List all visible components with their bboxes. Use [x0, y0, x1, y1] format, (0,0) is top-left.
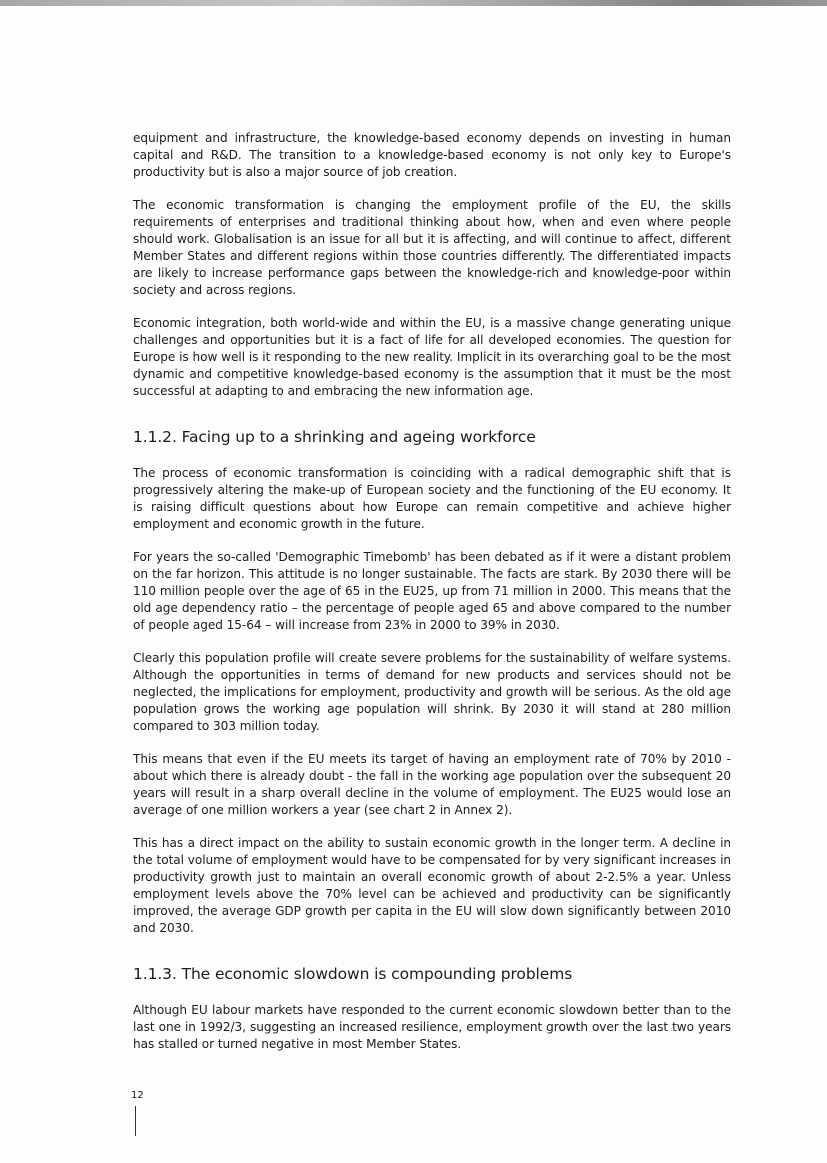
margin-rule [135, 1106, 136, 1136]
section-heading-1-1-3: 1.1.3. The economic slowdown is compounding problems [133, 965, 573, 983]
paragraph: The process of economic transformation is coinciding with a radical demographic shift that is progressively altering the make-up of European society and the functioning of the EU economy. It is raising difficult questions about how Europe can remain competitive and achieve higher employment and economic growth in the future. [133, 466, 731, 531]
section-heading-1-1-2: 1.1.2. Facing up to a shrinking and ageing workforce [133, 428, 536, 446]
paragraph: equipment and infrastructure, the knowledge-based economy depends on investing in human capital and R&D. The transition to a knowledge-based economy is not only key to Europe's productivity but is also a major source of job creation. [133, 131, 731, 179]
paragraph: Economic integration, both world-wide and within the EU, is a massive change generating unique challenges and opportunities but it is a fact of life for all developed economies. The question for Europe is how well is it responding to the new reality. Implicit in its overarching goal to be the most dynamic and competitive knowledge-based economy is the assumption that it must be the most successful at adapting to and embracing the new information age. [133, 316, 731, 398]
paragraph: Clearly this population profile will create severe problems for the sustainability of welfare systems. Although the opportunities in terms of demand for new products and services should not be neglected, the implications for employment, productivity and growth will be serious. As the old age population grows the working age population will shrink. By 2030 it will stand at 280 million compared to 303 million today. [133, 651, 731, 733]
paragraph: This has a direct impact on the ability to sustain economic growth in the longer term. A decline in the total volume of employment would have to be compensated for by very significant increases in productivity growth just to maintain an overall economic growth of about 2-2.5% a year. Unless employment levels above the 70% level can be achieved and productivity can be significantly improved, the average GDP growth per capita in the EU will slow down significantly between 2010 and 2030. [133, 836, 731, 935]
paragraph: The economic transformation is changing the employment profile of the EU, the skills requirements of enterprises and traditional thinking about how, when and even where people should work. Globalisation is an issue for all but it is affecting, and will continue to affect, different Member States and different regions within those countries differently. The differentiated impacts are likely to increase performance gaps between the knowledge-rich and knowledge-poor within society and across regions. [133, 198, 731, 297]
scan-top-edge [0, 0, 827, 6]
paragraph: This means that even if the EU meets its target of having an employment rate of 70% by 2010 - about which there is already doubt - the fall in the working age population over the subsequent 20 years will result in a sharp overall decline in the volume of employment. The EU25 would lose an average of one million workers a year (see chart 2 in Annex 2). [133, 752, 731, 817]
page-number: 12 [131, 1090, 144, 1101]
paragraph: For years the so-called 'Demographic Timebomb' has been debated as if it were a distant problem on the far horizon. This attitude is no longer sustainable. The facts are stark. By 2030 there will be 110 million people over the age of 65 in the EU25, up from 71 million in 2000. This means that the old age dependency ratio – the percentage of people aged 65 and above compared to the number of people aged 15-64 – will increase from 23% in 2000 to 39% in 2030. [133, 550, 731, 632]
paragraph: Although EU labour markets have responded to the current economic slowdown better than to the last one in 1992/3, suggesting an increased resilience, employment growth over the last two years has stalled or turned negative in most Member States. [133, 1003, 731, 1051]
document-page [133, 130, 731, 1069]
